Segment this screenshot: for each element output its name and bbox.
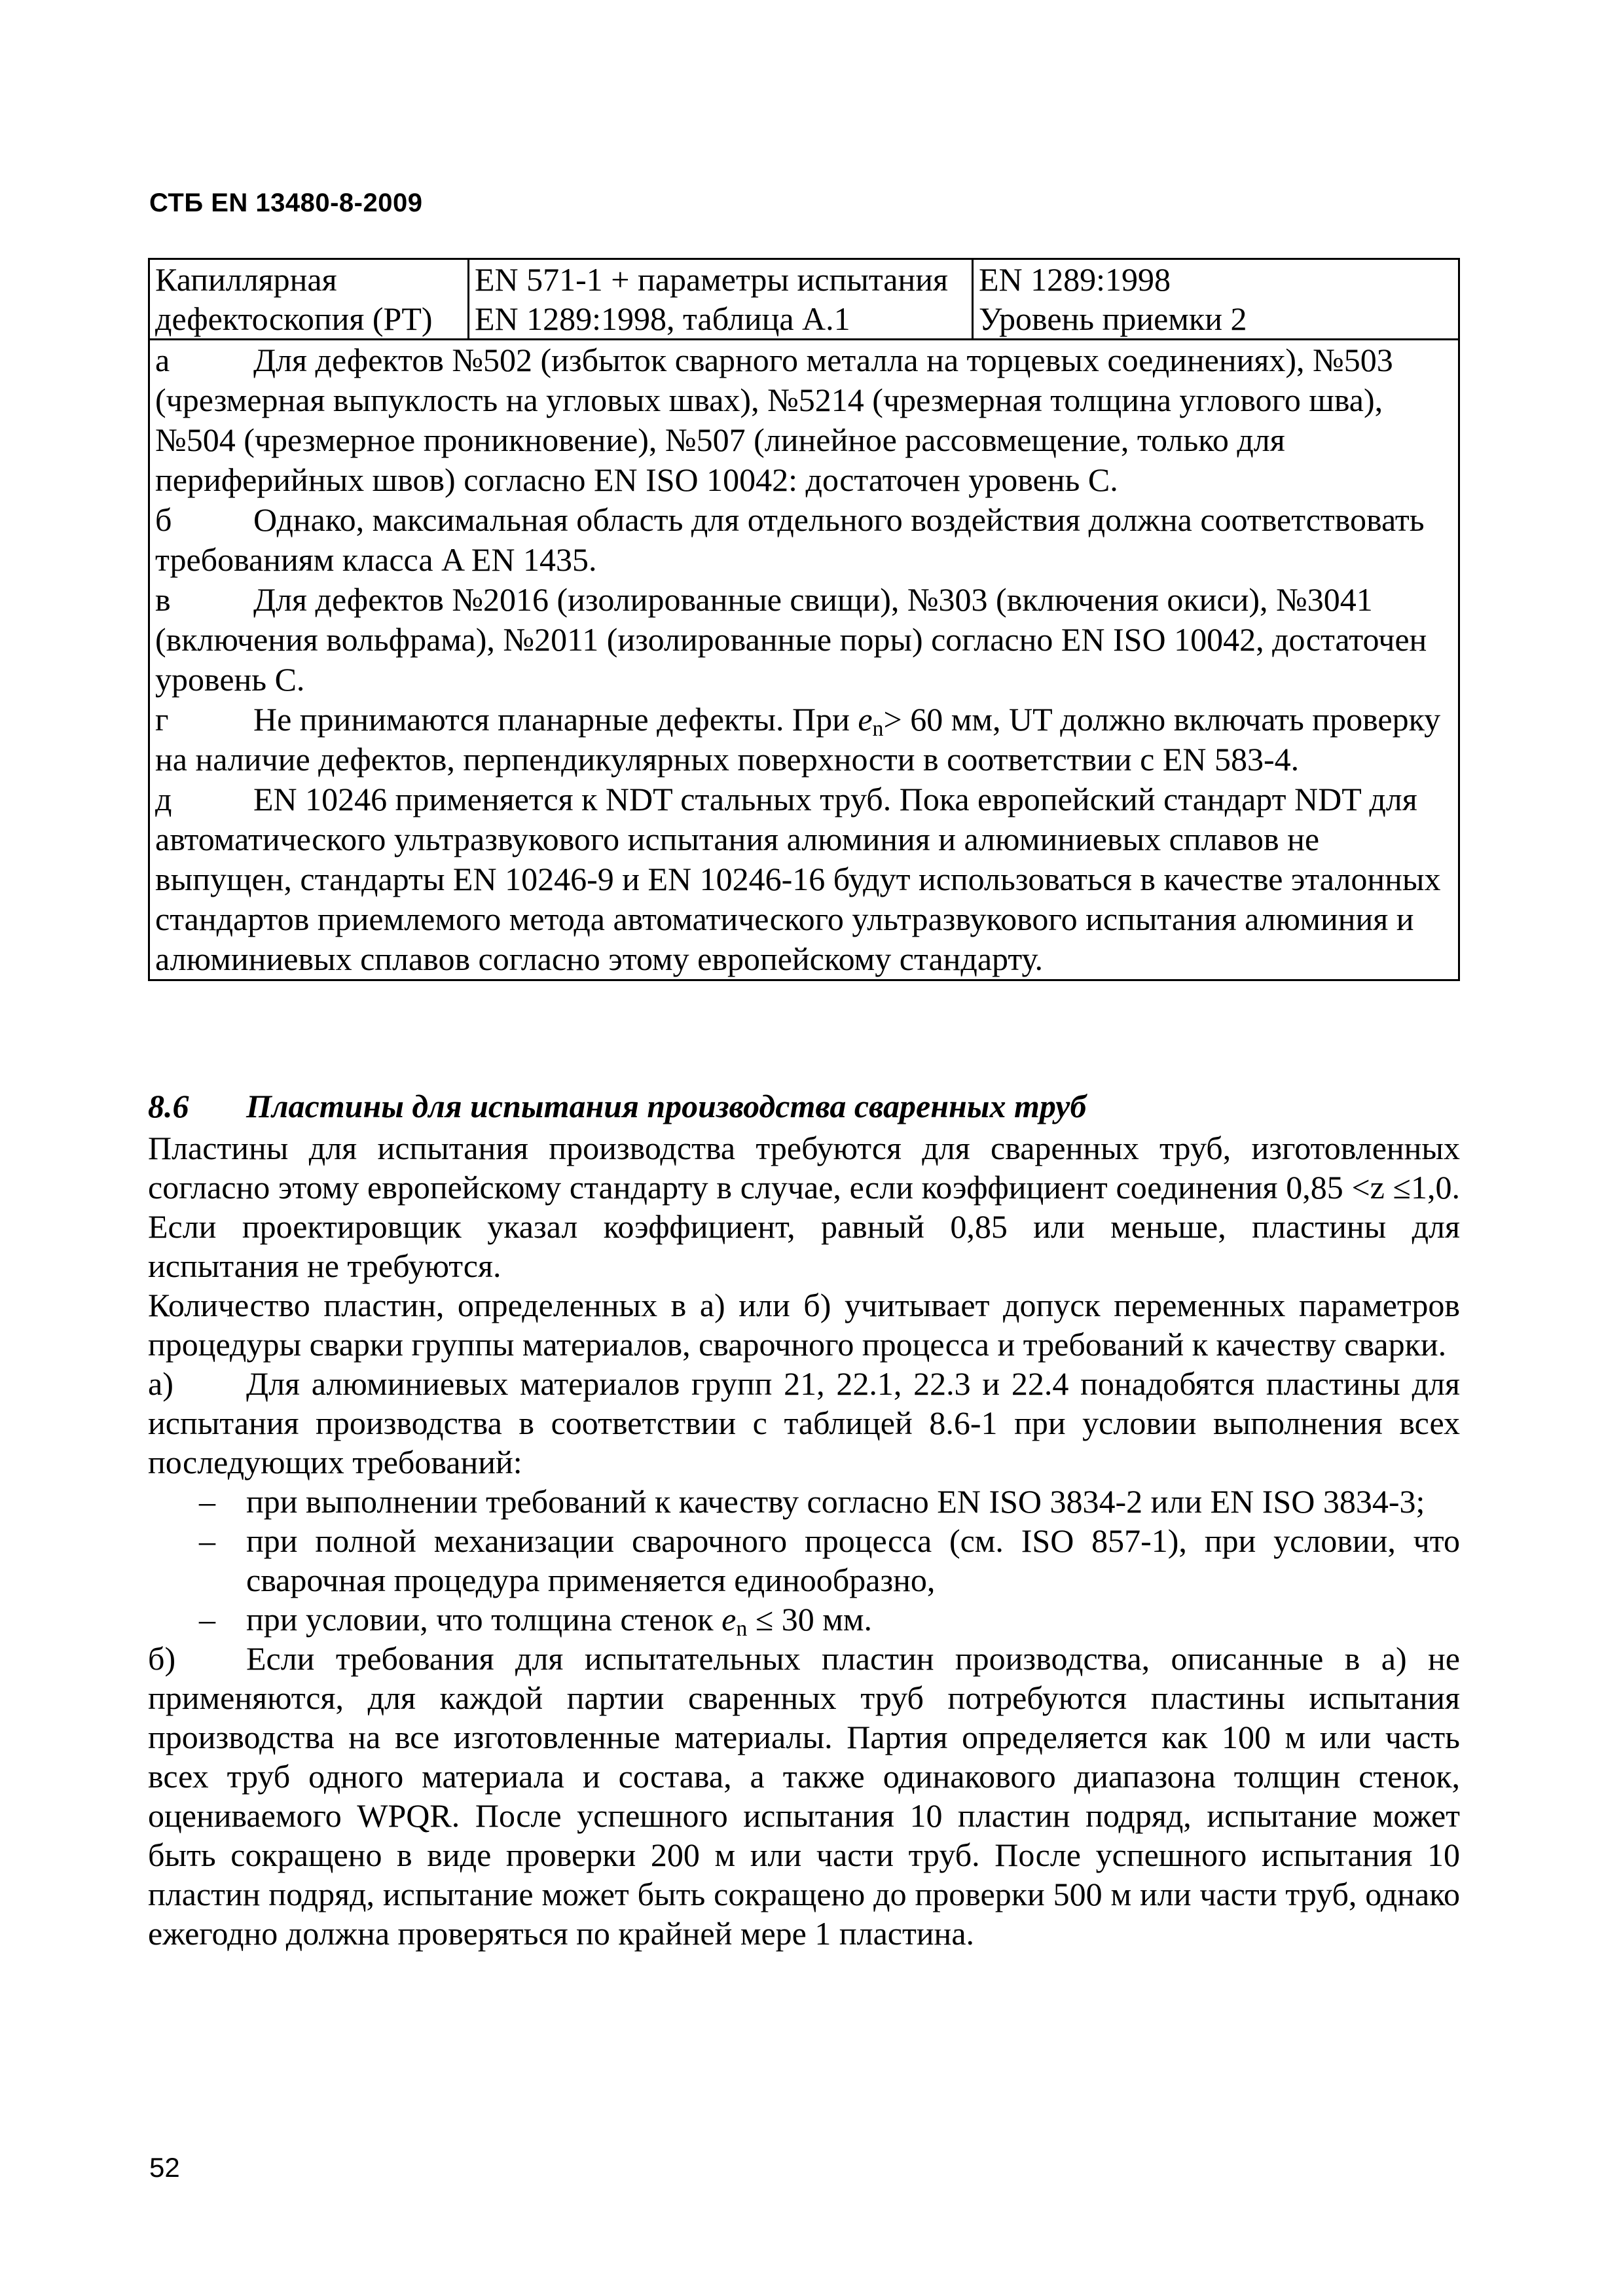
note-text: EN 10246 применяется к NDT стальных труб. Пока европейский стандарт NDT для автоматического ультразвукового испытания алюминия и алюминиевых сплавов не выпущен, стандарты EN 10246-9 и EN 10246-16 будут использоваться в качестве эталонных стандартов приемлемого метода автоматического ультразвукового испытания алюминия и алюминиевых сплавов согласно этому европейскому стандарту. (155, 781, 1441, 977)
note-text: Не принимаются планарные дефекты. При (253, 701, 858, 738)
document-code: СТБ EN 13480-8-2009 (149, 188, 423, 217)
note-text: Однако, максимальная область для отдельного воздействия должна соответствовать требованиям класса A EN 1435. (155, 501, 1425, 578)
note-v (155, 580, 1454, 700)
note-letter: а (155, 342, 170, 378)
item-label: б) (148, 1640, 176, 1677)
note-text: Для дефектов №2016 (изолированные свищи), №303 (включения окиси), №3041 (включения вольфрама), №2011 (изолированные поры) согласно EN ISO 10042, достаточен уровень С. (155, 581, 1427, 698)
variable: e (721, 1601, 737, 1638)
note-letter: в (155, 581, 171, 618)
acceptance-standard: EN 1289:1998 (979, 261, 1171, 298)
list-item (148, 1482, 1460, 1521)
note-a (155, 340, 1454, 500)
item-text: Для алюминиевых материалов групп 21, 22.1, 22.3 и 22.4 понадобятся пластины для испытания производства в соответствии с таблицей 8.6-1 при условии выполнения всех последующих требований: (148, 1365, 1460, 1480)
list-item (148, 1600, 1460, 1639)
method-cell: Капиллярная дефектоскопия (PT) (150, 260, 469, 338)
note-g (155, 700, 1454, 780)
section-number: 8.6 (148, 1088, 189, 1124)
item-text: при выполнении требований к качеству согласно EN ISO 3834-2 или EN ISO 3834-3; (246, 1483, 1425, 1520)
page-number: 52 (149, 2152, 180, 2183)
dash-marker: – (199, 1601, 215, 1638)
note-letter: г (155, 701, 169, 738)
item-text: при полной механизации сварочного процесса (см. ISO 857-1), при условии, что сварочная процедура применяется единообразно, (246, 1522, 1460, 1598)
note-text: > 60 мм, UT должно включать проверку на наличие дефектов, перпендикулярных поверхности в соответствии с EN 583-4. (155, 701, 1441, 778)
paragraph: Количество пластин, определенных в а) или б) учитывает допуск переменных параметров процедуры сварки группы материалов, сварочного процесса и требований к качеству сварки. (148, 1287, 1460, 1363)
variable: e (858, 701, 873, 738)
table-row (150, 260, 1458, 340)
note-letter: д (155, 781, 172, 817)
paragraph: Пластины для испытания производства требуются для сваренных труб, изготовленных согласно этому европейскому стандарту в случае, если коэффициент соединения 0,85 <z ≤1,0. Если проектировщик указал коэффициент, равный 0,85 или меньше, пластины для испытания не требуются. (148, 1130, 1460, 1284)
acceptance-cell (974, 260, 1458, 338)
dash-marker: – (199, 1522, 215, 1559)
note-b (155, 500, 1454, 580)
standard-cell: EN 571-1 + параметры испытания EN 1289:1998, таблица А.1 (469, 260, 974, 338)
item-text: Если требования для испытательных пластин производства, описанные в а) не применяются, для каждой партии сваренных труб потребуются пластины испытания производства на все изготовленные материалы. Партия определяется как 100 м или часть всех труб одного материала и состава, а также одинакового диапазона толщин стенок, оцениваемого WPQR. После успешного испытания 10 пластин подряд, испытание может быть сокращено в виде проверки 200 м или части труб. После успешного испытания 10 пластин подряд, испытание может быть сокращено до проверки 500 м или части труб, однако ежегодно должна проверяться по крайней мере 1 пластина. (148, 1640, 1460, 1952)
requirements-list (148, 1482, 1460, 1639)
note-letter: б (155, 501, 172, 538)
section-heading (148, 1086, 1460, 1126)
subscript: n (736, 1617, 748, 1641)
list-item-a (148, 1364, 1460, 1482)
item-text: при условии, что толщина стенок (246, 1601, 722, 1638)
item-label: а) (148, 1365, 173, 1402)
ndt-table (148, 258, 1460, 981)
note-text: Для дефектов №502 (избыток сварного металла на торцевых соединениях), №503 (чрезмерная выпуклость на угловых швах), №5214 (чрезмерная толщина углового шва), №504 (чрезмерное проникновение), №507 (линейное рассовмещение, только для периферийных швов) согласно EN ISO 10042: достаточен уровень С. (155, 342, 1393, 498)
list-item (148, 1521, 1460, 1600)
acceptance-level: Уровень приемки 2 (979, 300, 1247, 337)
item-text: ≤ 30 мм. (747, 1601, 873, 1638)
section-body (148, 1086, 1460, 1953)
dash-marker: – (199, 1483, 215, 1520)
note-d (155, 780, 1454, 979)
table-notes (150, 340, 1458, 979)
subscript: n (872, 717, 884, 741)
section-title: Пластины для испытания производства сваренных труб (246, 1088, 1087, 1124)
list-item-b (148, 1639, 1460, 1953)
